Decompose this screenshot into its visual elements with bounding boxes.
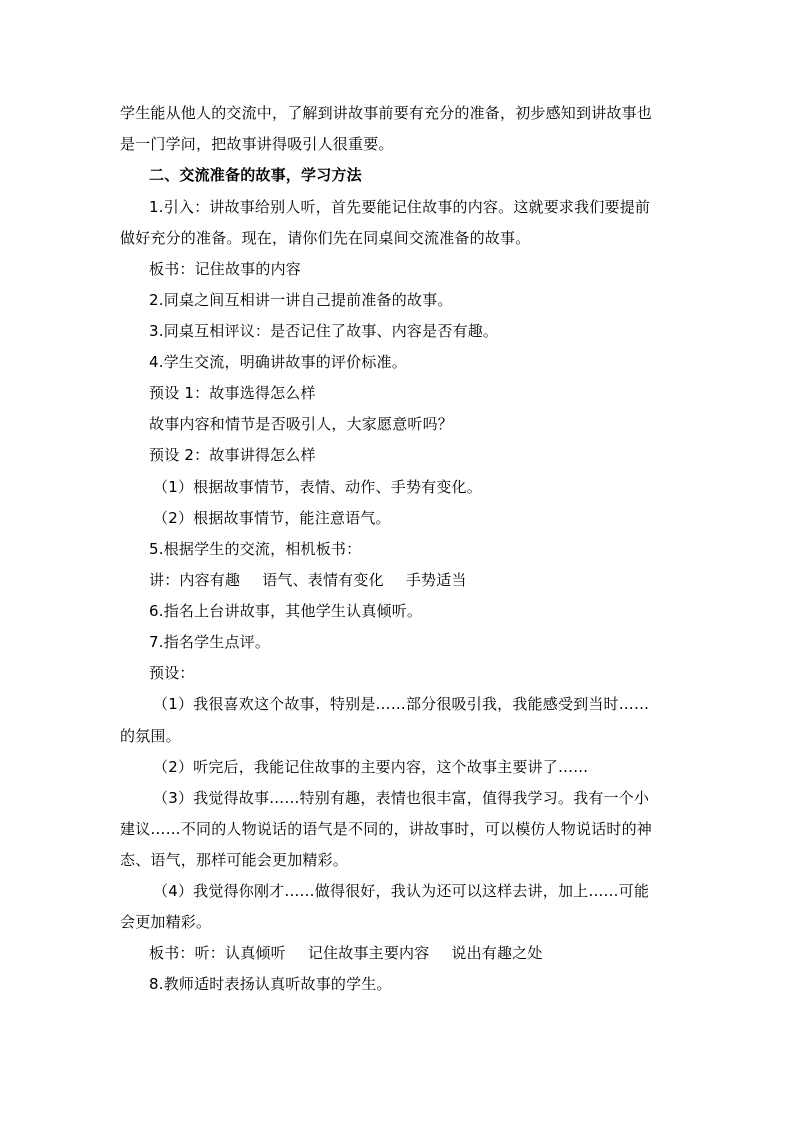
step-1-line: 做好充分的准备。现在，请你们先在同桌间交流准备的故事。 — [120, 229, 531, 247]
preset-2: 预设 2：故事讲得怎么样 — [149, 446, 316, 464]
step-2: 2.同桌之间互相讲一讲自己提前准备的故事。 — [149, 291, 453, 309]
preset-1: 预设 1：故事选得怎么样 — [149, 384, 316, 402]
step-6: 6.指名上台讲故事，其他学生认真倾听。 — [149, 602, 423, 620]
preset-3: 预设： — [149, 664, 195, 682]
board-note: 板书：记住故事的内容 — [149, 260, 302, 278]
preset-1-question: 故事内容和情节是否吸引人，大家愿意听吗？ — [149, 415, 454, 433]
response-3-line: 建议……不同的人物说话的语气是不同的，讲故事时，可以模仿人物说话时的神 — [120, 820, 653, 838]
board-item: 手势适当 — [405, 571, 467, 589]
response-4-line: 会更加精彩。 — [120, 913, 212, 931]
step-4: 4.学生交流，明确讲故事的评价标准。 — [149, 353, 407, 371]
preset-2-item: （1）根据故事情节，表情、动作、手势有变化。 — [153, 478, 482, 496]
response-1-line: 的氛围。 — [120, 727, 181, 745]
response-2: （2）听完后，我能记住故事的主要内容，这个故事主要讲了…… — [153, 758, 589, 776]
paragraph-line: 学生能从他人的交流中，了解到讲故事前要有充分的准备，初步感知到讲故事也 — [120, 104, 653, 122]
board-note-2 — [149, 570, 709, 590]
board-item: 语气、表情有变化 — [262, 571, 384, 589]
board-item: 说出有趣之处 — [451, 944, 543, 962]
step-8: 8.教师适时表扬认真听故事的学生。 — [149, 975, 392, 993]
response-3-line: 态、语气，那样可能会更加精彩。 — [120, 851, 349, 869]
board-item: 记住故事主要内容 — [307, 944, 430, 962]
step-3: 3.同桌互相评议：是否记住了故事、内容是否有趣。 — [149, 322, 499, 340]
board-item: 板书：听：认真倾听 — [149, 944, 286, 962]
board-note-3 — [149, 943, 709, 963]
step-7: 7.指名学生点评。 — [149, 633, 271, 651]
paragraph-line: 是一门学问，把故事讲得吸引人很重要。 — [120, 135, 394, 153]
preset-2-item: （2）根据故事情节，能注意语气。 — [153, 509, 391, 527]
step-1-line: 1.引入：讲故事给别人听，首先要能记住故事的内容。这就要求我们要提前 — [149, 198, 651, 216]
response-4-line: （4）我觉得你刚才……做得很好，我认为还可以这样去讲，加上……可能 — [153, 882, 650, 900]
section-heading: 二、交流准备的故事，学习方法 — [149, 166, 362, 184]
board-item: 讲：内容有趣 — [149, 571, 241, 589]
step-5: 5.根据学生的交流，相机板书： — [149, 540, 362, 558]
response-3-line: （3）我觉得故事……特别有趣，表情也很丰富，值得我学习。我有一个小 — [153, 789, 650, 807]
response-1-line: （1）我很喜欢这个故事，特别是……部分很吸引我，我能感受到当时…… — [153, 695, 650, 713]
